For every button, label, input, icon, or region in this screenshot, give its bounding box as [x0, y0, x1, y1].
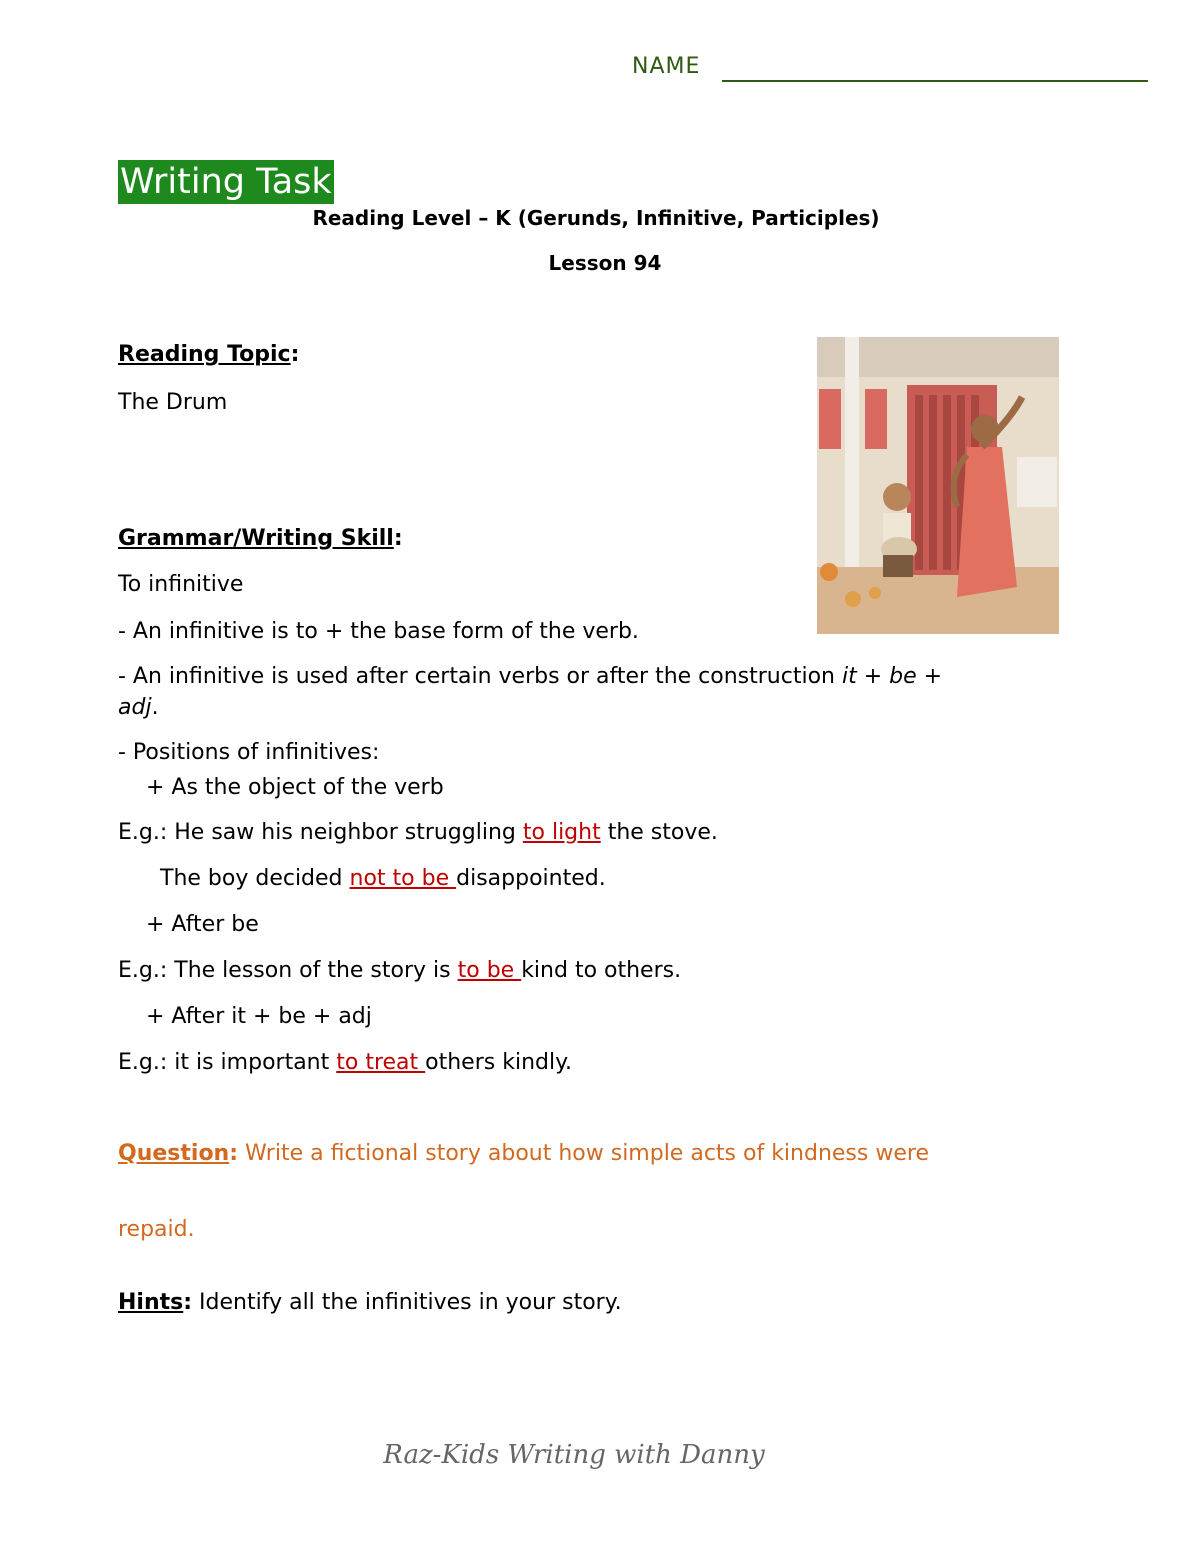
question-colon: : [229, 1141, 239, 1166]
reading-topic-colon: : [290, 342, 300, 367]
example-2-infinitive: not to be [349, 866, 457, 891]
question-line-1 [118, 1141, 929, 1166]
reading-level-subtitle: Reading Level – K (Gerunds, Infinitive, Participles) [312, 206, 880, 230]
grammar-rule-2-continued [118, 695, 159, 720]
grammar-skill-label: Grammar/Writing Skill [118, 526, 394, 551]
hints-text: Identify all the infinitives in your story. [199, 1290, 622, 1315]
example-2-text-a: The boy decided [160, 866, 350, 891]
example-3-text-a: E.g.: The lesson of the story is [118, 958, 458, 983]
rule2-period: . [151, 695, 159, 720]
example-1-infinitive: to light [522, 820, 601, 845]
page-footer: Raz-Kids Writing with Danny [383, 1440, 765, 1470]
example-4-infinitive: to treat [336, 1050, 426, 1075]
reading-topic-heading [118, 342, 299, 367]
grammar-rule-1: - An infinitive is to + the base form of the verb. [118, 619, 639, 644]
name-blank-line [722, 80, 1148, 82]
position-after-be: + After be [146, 912, 259, 937]
example-4-text-b: others kindly. [425, 1050, 572, 1075]
reading-topic-label: Reading Topic [118, 342, 291, 367]
question-label: Question [118, 1141, 230, 1166]
name-label: NAME [632, 54, 701, 79]
positions-heading: - Positions of infinitives: [118, 740, 380, 765]
rule2-it: it [841, 664, 857, 689]
example-3-infinitive: to be [457, 958, 522, 983]
example-1-text-a: E.g.: He saw his neighbor struggling [118, 820, 523, 845]
rule2-be: be [889, 664, 917, 689]
page-title: Writing Task [120, 162, 332, 202]
hints-line [118, 1290, 622, 1315]
hints-colon: : [183, 1290, 193, 1315]
rule2-adj: adj [118, 695, 152, 720]
example-4-text-a: E.g.: it is important [118, 1050, 337, 1075]
story-illustration-icon [817, 337, 1059, 634]
example-1-text-b: the stove. [600, 820, 718, 845]
grammar-rule-2 [118, 664, 942, 689]
example-1 [118, 820, 718, 845]
position-object-of-verb: + As the object of the verb [146, 775, 444, 800]
rule2-text-c: + [916, 664, 943, 689]
hints-label: Hints [118, 1290, 184, 1315]
lesson-number: Lesson 94 [548, 251, 662, 275]
grammar-skill-colon: : [393, 526, 403, 551]
question-text-2: repaid. [118, 1217, 195, 1242]
example-4 [118, 1050, 572, 1075]
position-after-it-be-adj: + After it + be + adj [146, 1004, 372, 1029]
question-text-1: Write a fictional story about how simple acts of kindness were [245, 1141, 929, 1166]
reading-topic-value: The Drum [118, 390, 228, 415]
grammar-intro: To infinitive [118, 572, 244, 597]
rule2-text-b: + [856, 664, 890, 689]
example-3-text-b: kind to others. [521, 958, 682, 983]
example-2 [160, 866, 606, 891]
grammar-skill-heading [118, 526, 403, 551]
example-2-text-b: disappointed. [456, 866, 606, 891]
example-3 [118, 958, 681, 983]
rule2-text-a: - An infinitive is used after certain verbs or after the construction [118, 664, 842, 689]
